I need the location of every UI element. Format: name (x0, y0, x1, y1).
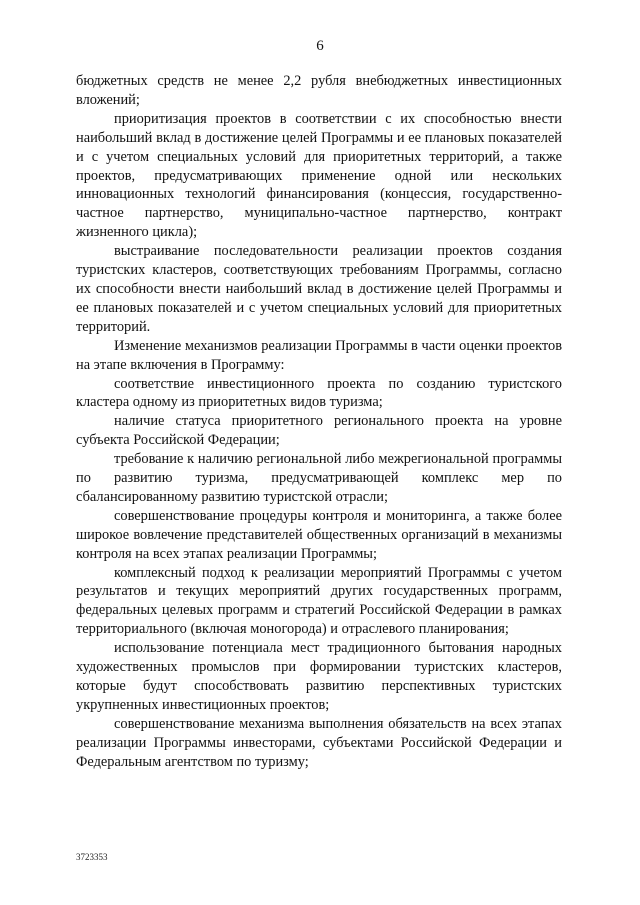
paragraph-priority-project-status: наличие статуса приоритетного регионального проекта на уровне субъекта Российской Федерации; (76, 413, 562, 449)
paragraph-monitoring-improvement: совершенствование процедуры контроля и мониторинга, а также более широкое вовлечение представителей общественных организаций в механизмы контроля на всех этапах реализации Программы; (76, 507, 562, 562)
paragraph-mechanism-change-intro: Изменение механизмов реализации Программы в части оценки проектов на этапе включения в Программу: (76, 337, 562, 373)
paragraph-folk-crafts-potential: использование потенциала мест традиционного бытования народных художественных промыслов при формировании туристских кластеров, которые будут способствовать развитию перспективных туристских укрупненных инвестиционных проектов; (76, 640, 562, 713)
paragraph-continuation: бюджетных средств не менее 2,2 рубля внебюджетных инвестиционных вложений; (76, 73, 562, 108)
page-number: 6 (316, 38, 324, 54)
document-body (76, 72, 562, 772)
paragraph-tourism-type-compliance: соответствие инвестиционного проекта по созданию туристского кластера одному из приоритетных видов туризма; (76, 375, 562, 411)
paragraph-integrated-approach: комплексный подход к реализации мероприятий Программы с учетом результатов и текущих мероприятий других государственных программ, федеральных целевых программ и стратегий Российской Федерации в рамках территориального (включая моногорода) и отраслевого планирования; (76, 564, 562, 638)
document-code: 3723353 (76, 852, 108, 862)
paragraph-obligations-mechanism: совершенствование механизма выполнения обязательств на всех этапах реализации Программы инвесторами, субъектами Российской Федерации и Федеральным агентством по туризму; (76, 715, 562, 770)
paragraph-project-prioritization: приоритизация проектов в соответствии с их способностью внести наибольший вклад в достижение целей Программы и ее плановых показателей и с учетом специальных условий для приоритетных территорий, а также проектов, предусматривающих применение одной или нескольких инновационных технологий финансирования (концессия, государственно-частное партнерство, муниципально-частное партнерство, контракт жизненного цикла); (76, 110, 562, 241)
paragraph-implementation-sequence: выстраивание последовательности реализации проектов создания туристских кластеров, соответствующих требованиям Программы, согласно их способности внести наибольший вклад в достижение целей Программы и ее плановых показателей и с учетом специальных условий для приоритетных территорий. (76, 243, 562, 335)
paragraph-regional-program-requirement: требование к наличию региональной либо межрегиональной программы по развитию туризма, предусматривающей комплекс мер по сбалансированному развитию туристской отрасли; (76, 451, 562, 505)
